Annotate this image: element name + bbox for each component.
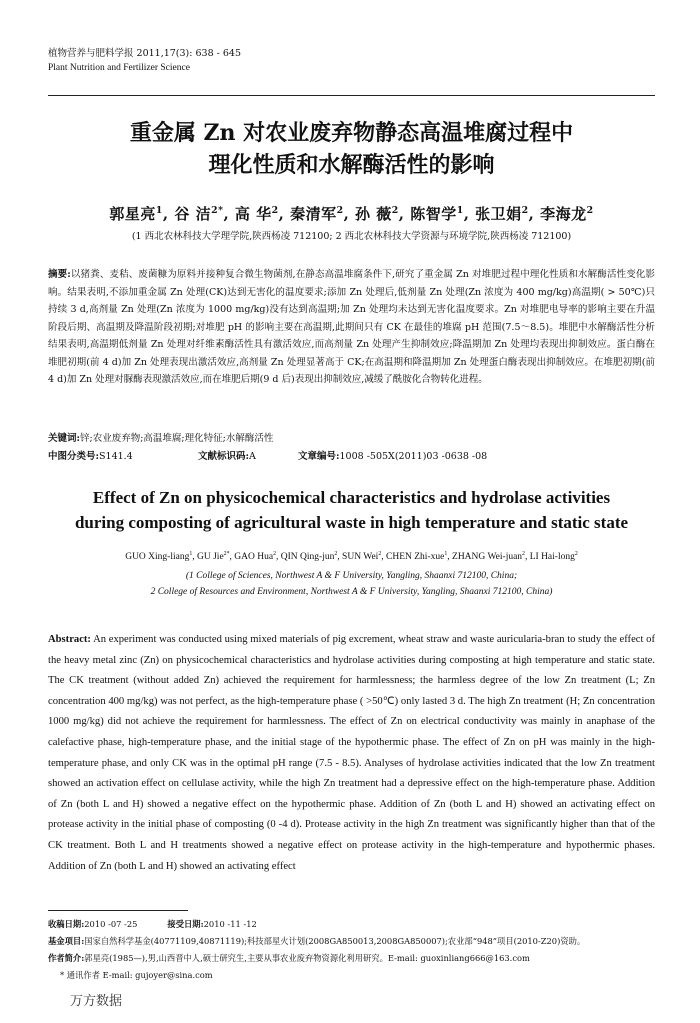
abstract-cn bbox=[48, 266, 655, 389]
author-bio-text: 郭星亮(1985—),男,山西晋中人,硕士研究生,主要从事农业废弃物资源化利用研究。E-mail: guoxinliang666@163.com bbox=[84, 953, 530, 963]
abstract-en-label: Abstract: bbox=[48, 634, 91, 645]
abstract-cn-label: 摘要: bbox=[48, 269, 71, 280]
title-en-line2: during composting of agricultural waste in high temperature and static state bbox=[74, 513, 629, 532]
author-en: GU Jie$^{2*}$ bbox=[197, 550, 230, 562]
author-cn: 陈智学$^1$ bbox=[410, 205, 464, 223]
footnote-corresponding: * 通讯作者 E-mail: gujoyer@sina.com bbox=[60, 970, 213, 980]
author-cn: 郭星亮$^1$ bbox=[109, 205, 163, 223]
article-label: 文章编号: bbox=[298, 451, 340, 462]
author-cn: 张卫娟$^2$ bbox=[475, 205, 529, 223]
accepted-date: 2010 -11 -12 bbox=[203, 919, 257, 929]
author-cn: 李海龙$^2$ bbox=[540, 205, 594, 223]
footnote-author bbox=[48, 951, 655, 965]
fund-text: 国家自然科学基金(40771109,40871119);科技部星火计划(2008GA850013,2008GA850007);农业部“948”项目(2010-Z20)资助。 bbox=[84, 936, 586, 946]
received-date: 2010 -07 -25 bbox=[84, 919, 138, 929]
article-value: 1008 -505X(2011)03 -0638 -08 bbox=[339, 451, 488, 462]
author-cn: 高 华$^2$ bbox=[234, 205, 279, 223]
title-cn-line1: 重金属 Zn 对农业废弃物静态高温堆腐过程中 bbox=[129, 120, 574, 146]
author-en: LI Hai-long$^2$ bbox=[529, 550, 578, 562]
author-en: GAO Hua$^2$ bbox=[234, 550, 277, 562]
author-cn: 谷 洁$^{2*}$ bbox=[174, 205, 224, 223]
abstract-cn-text: 以猪粪、麦秸、废菌糠为原料并接种复合微生物菌剂,在静态高温堆腐条件下,研究了重金属 Zn 对堆肥过程中理化性质和水解酶活性变化影响。结果表明,不添加重金属 Zn 处理(CK)达到无害化的温度要求;添加 Zn 处理后,低剂量 Zn 处理(Zn 浓度为 400 mg/kg)高温期( > 50℃)只持续 3 d,高剂量 Zn 处理(Zn 浓度为 1000 mg/kg)没有达到高温期;加 Zn 处理均未达到无害化温度要求。Zn 对堆肥电导率的影响主要在升温阶段后期、高温期及降温阶段初期;对堆肥 pH 的影响主要在高温期,此期间只有 CK 在最佳的堆腐 pH 范围(7.5～8.5)。堆肥中水解酶活性分析结果表明,高温期低剂量 Zn 处理对纤维素酶活性具有激活效应,而高剂量 Zn 处理产生抑制效应;降温期加 Zn 处理均表现出抑制效应。蛋白酶在堆肥初期(前 4 d)加 Zn 处理表现出激活效应,高剂量 Zn 处理显著高于 CK;在高温期和降温期加 Zn 处理蛋白酶表现出抑制效应。在堆肥初期(前 4 d)加 Zn 处理对脲酶表现激活效应,而在堆肥后期(9 d 后)表现出抑制效应,减缓了酰胺化合物转化进程。 bbox=[48, 269, 655, 385]
journal-name-en: Plant Nutrition and Fertilizer Science bbox=[48, 63, 190, 73]
author-en: SUN Wei$^2$ bbox=[342, 550, 382, 562]
author-en: GUO Xing-liang$^1$ bbox=[125, 550, 193, 562]
classification-line bbox=[48, 448, 655, 465]
author-en: QIN Qing-jun$^2$ bbox=[280, 550, 338, 562]
doc-value: A bbox=[249, 451, 256, 462]
author-bio-label: 作者简介: bbox=[48, 953, 85, 963]
title-cn bbox=[48, 117, 655, 181]
fund-label: 基金项目: bbox=[48, 936, 85, 946]
authors-cn: 郭星亮$^1$, 谷 洁$^{2*}$, 高 华$^2$, 秦清军$^2$, 孙 薇$^2$, 陈智学$^1$, 张卫娟$^2$, 李海龙$^2$ bbox=[109, 205, 594, 223]
author-cn: 孙 薇$^2$ bbox=[355, 205, 399, 223]
title-cn-line2: 理化性质和水解酶活性的影响 bbox=[208, 152, 495, 178]
abstract-en bbox=[48, 630, 655, 877]
abstract-en-text: An experiment was conducted using mixed materials of pig excrement, wheat straw and waste auricularia-bran to study the effect of the heavy metal zinc (Zn) on physicochemical characteristics and hydrolase activities during composting at high temperature and static state. The CK treatment (without added Zn) achieved the requirement for harmlessness; the harmless degree of the low Zn treatment (L; Zn concentration 400 mg/kg) was not perfect, as the high-temperature phase ( >50℃) only lasted 3 d. The high Zn treatment (H; Zn concentration 1000 mg/kg) did not achieve the requirement for harmlessness. The effect of Zn on electrical conductivity was mainly in anaphase of the calefactive phase, high-temperature phase, and the initial stage of the hypothermic phase. The effect of Zn on pH was mainly in the high-temperature phase, and only CK was in the optimal pH range (7.5 - 8.5). Analyses of hydrolase activities indicated that the low Zn treatment showed an activation effect on cellulase activity, while the high Zn treatment had a depressive effect on the high-temperature phase. Addition of Zn (both L and H) showed a negative effect on the hypothermic phase. Addition of Zn (both L and H) showed an activating effect on protease activity in the initial phase of composting (0 -4 d). Protease activity in the high Zn treatment was significantly higher than that of the CK treatment. Both L and H treatments showed a negative effect on protease activity in the high-temperature and hypothermic phases. Addition of Zn (both L and H) showed an activating effect bbox=[48, 634, 655, 872]
footnote-fund bbox=[48, 934, 655, 948]
clc-label: 中图分类号: bbox=[48, 451, 100, 462]
clc-value: S141.4 bbox=[99, 451, 133, 462]
journal-header bbox=[48, 47, 241, 75]
journal-name-cn: 植物营养与肥料学报 2011,17(3): 638 - 645 bbox=[48, 48, 241, 59]
title-en-line1: Effect of Zn on physicochemical characteristics and hydrolase activities bbox=[92, 488, 611, 507]
footnote-dates bbox=[48, 917, 655, 931]
keywords-text: 锌;农业废弃物;高温堆腐;理化特征;水解酶活性 bbox=[80, 433, 274, 444]
watermark: 万方数据 bbox=[70, 994, 123, 1009]
author-en: CHEN Zhi-xue$^1$ bbox=[386, 550, 448, 562]
header-divider bbox=[48, 95, 655, 96]
footnote-divider bbox=[48, 910, 188, 911]
accepted-label: 接受日期: bbox=[167, 919, 204, 929]
author-en: ZHANG Wei-juan$^2$ bbox=[452, 550, 525, 562]
received-label: 收稿日期: bbox=[48, 919, 85, 929]
affiliation-en-line2: 2 College of Resources and Environment, Northwest A & F University, Yangling, Shaanxi 712100, China) bbox=[150, 587, 553, 597]
doc-label: 文献标识码: bbox=[198, 451, 250, 462]
title-en bbox=[48, 485, 655, 535]
authors-en: GUO Xing-liang$^1$, GU Jie$^{2*}$, GAO Hua$^2$, QIN Qing-jun$^2$, SUN Wei$^2$, CHEN Zhi-xue$^1$, ZHANG Wei-juan$^2$, LI Hai-long$^2$ bbox=[125, 550, 578, 562]
author-cn: 秦清军$^2$ bbox=[290, 205, 344, 223]
keywords-cn bbox=[48, 430, 655, 447]
affiliation-en-line1: (1 College of Sciences, Northwest A & F University, Yangling, Shaanxi 712100, China; bbox=[185, 571, 518, 581]
affiliation-cn: (1 西北农林科技大学理学院,陕西杨凌 712100; 2 西北农林科技大学资源与环境学院,陕西杨凌 712100) bbox=[131, 231, 572, 242]
affiliation-en bbox=[48, 568, 655, 600]
keywords-label: 关键词: bbox=[48, 433, 81, 444]
